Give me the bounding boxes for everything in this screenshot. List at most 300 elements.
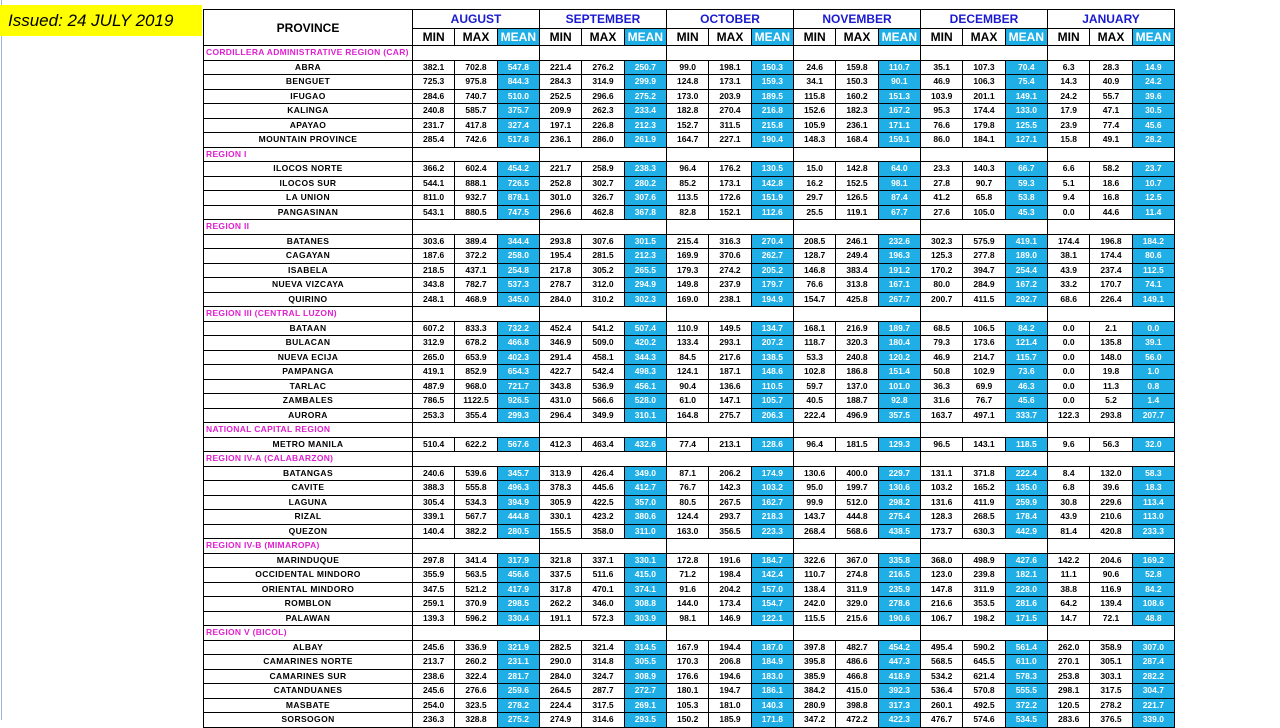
rainfall-min-cell: 155.5: [540, 524, 582, 539]
rainfall-mean-cell: 45.6: [1132, 118, 1174, 133]
rainfall-max-cell: 425.8: [836, 292, 878, 307]
rainfall-min-cell: 16.2: [794, 176, 836, 191]
rainfall-max-cell: 415.0: [836, 684, 878, 699]
rainfall-max-cell: 55.7: [1090, 89, 1132, 104]
rainfall-max-cell: 310.2: [582, 292, 624, 307]
rainfall-max-cell: 349.9: [582, 408, 624, 423]
rainfall-mean-cell: 183.0: [751, 669, 793, 684]
rainfall-mean-cell: 98.1: [878, 176, 920, 191]
rainfall-min-cell: 46.9: [921, 75, 963, 90]
rainfall-max-cell: 194.7: [709, 684, 751, 699]
rainfall-min-cell: 115.5: [794, 611, 836, 626]
province-row: [204, 408, 1175, 423]
region-header-row: [204, 626, 1175, 641]
rainfall-max-cell: 194.4: [709, 640, 751, 655]
rainfall-min-cell: 317.8: [540, 582, 582, 597]
rainfall-max-cell: 740.7: [455, 89, 497, 104]
rainfall-mean-cell: 444.8: [497, 510, 539, 525]
rainfall-max-cell: 314.8: [582, 655, 624, 670]
rainfall-max-cell: 90.6: [1090, 568, 1132, 583]
rainfall-min-cell: 337.5: [540, 568, 582, 583]
rainfall-min-cell: 366.2: [413, 162, 455, 177]
rainfall-mean-cell: 878.1: [497, 191, 539, 206]
rainfall-mean-cell: 87.4: [878, 191, 920, 206]
province-name: ABRA: [204, 60, 413, 75]
province-name: ISABELA: [204, 263, 413, 278]
rainfall-mean-cell: 357.0: [624, 495, 666, 510]
province-row: [204, 263, 1175, 278]
rainfall-max-cell: 566.6: [582, 394, 624, 409]
rainfall-mean-cell: 66.7: [1005, 162, 1047, 177]
rainfall-max-cell: 422.5: [582, 495, 624, 510]
rainfall-min-cell: 347.2: [794, 713, 836, 728]
empty-region-cell: [1048, 220, 1175, 235]
rainfall-max-cell: 237.4: [1090, 263, 1132, 278]
rainfall-max-cell: 116.9: [1090, 582, 1132, 597]
rainfall-min-cell: 150.2: [667, 713, 709, 728]
rainfall-forecast-table-container: [203, 9, 1175, 728]
rainfall-mean-cell: 275.2: [497, 713, 539, 728]
rainfall-min-cell: 222.4: [794, 408, 836, 423]
rainfall-mean-cell: 105.7: [751, 394, 793, 409]
rainfall-mean-cell: 187.0: [751, 640, 793, 655]
rainfall-max-cell: 371.8: [963, 466, 1005, 481]
rainfall-max-cell: 246.1: [836, 234, 878, 249]
rainfall-min-cell: 27.8: [921, 176, 963, 191]
rainfall-max-cell: 238.1: [709, 292, 751, 307]
rainfall-min-cell: 95.3: [921, 104, 963, 119]
rainfall-mean-cell: 169.2: [1132, 553, 1174, 568]
rainfall-max-cell: 165.2: [963, 481, 1005, 496]
province-name: PAMPANGA: [204, 365, 413, 380]
rainfall-mean-cell: 135.0: [1005, 481, 1047, 496]
rainfall-max-cell: 44.6: [1090, 205, 1132, 220]
rainfall-mean-cell: 179.7: [751, 278, 793, 293]
rainfall-min-cell: 182.8: [667, 104, 709, 119]
rainfall-min-cell: 99.0: [667, 60, 709, 75]
rainfall-min-cell: 291.4: [540, 350, 582, 365]
rainfall-max-cell: 274.8: [836, 568, 878, 583]
rainfall-mean-cell: 46.3: [1005, 379, 1047, 394]
rainfall-max-cell: 287.7: [582, 684, 624, 699]
rainfall-mean-cell: 228.0: [1005, 582, 1047, 597]
rainfall-mean-cell: 207.7: [1132, 408, 1174, 423]
rainfall-mean-cell: 48.8: [1132, 611, 1174, 626]
rainfall-mean-cell: 125.5: [1005, 118, 1047, 133]
rainfall-mean-cell: 180.4: [878, 336, 920, 351]
rainfall-max-cell: 932.7: [455, 191, 497, 206]
rainfall-min-cell: 259.1: [413, 597, 455, 612]
rainfall-mean-cell: 333.7: [1005, 408, 1047, 423]
rainfall-min-cell: 495.4: [921, 640, 963, 655]
rainfall-max-cell: 135.8: [1090, 336, 1132, 351]
rainfall-mean-cell: 189.5: [751, 89, 793, 104]
rainfall-mean-cell: 92.8: [878, 394, 920, 409]
rainfall-max-cell: 148.0: [1090, 350, 1132, 365]
rainfall-min-cell: 0.0: [1048, 205, 1090, 220]
rainfall-mean-cell: 171.1: [878, 118, 920, 133]
subheader-max-december: MAX: [963, 29, 1005, 46]
rainfall-min-cell: 154.7: [794, 292, 836, 307]
rainfall-mean-cell: 184.7: [751, 553, 793, 568]
province-row: [204, 234, 1175, 249]
rainfall-min-cell: 81.4: [1048, 524, 1090, 539]
rainfall-max-cell: 302.7: [582, 176, 624, 191]
subheader-min-november: MIN: [794, 29, 836, 46]
rainfall-max-cell: 622.2: [455, 437, 497, 452]
rainfall-min-cell: 296.6: [540, 205, 582, 220]
rainfall-max-cell: 168.4: [836, 133, 878, 148]
rainfall-max-cell: 539.6: [455, 466, 497, 481]
rainfall-mean-cell: 292.7: [1005, 292, 1047, 307]
empty-region-cell: [540, 46, 667, 61]
rainfall-max-cell: 105.0: [963, 205, 1005, 220]
province-row: [204, 321, 1175, 336]
empty-region-cell: [413, 46, 540, 61]
rainfall-min-cell: 0.0: [1048, 321, 1090, 336]
rainfall-max-cell: 358.0: [582, 524, 624, 539]
rainfall-min-cell: 187.6: [413, 249, 455, 264]
province-name: OCCIDENTAL MINDORO: [204, 568, 413, 583]
rainfall-mean-cell: 84.2: [1005, 321, 1047, 336]
rainfall-min-cell: 38.8: [1048, 582, 1090, 597]
rainfall-min-cell: 80.0: [921, 278, 963, 293]
rainfall-mean-cell: 232.6: [878, 234, 920, 249]
rainfall-mean-cell: 222.4: [1005, 466, 1047, 481]
rainfall-min-cell: 284.6: [413, 89, 455, 104]
rainfall-max-cell: 492.5: [963, 698, 1005, 713]
rainfall-max-cell: 137.0: [836, 379, 878, 394]
rainfall-mean-cell: 308.9: [624, 669, 666, 684]
rainfall-mean-cell: 721.7: [497, 379, 539, 394]
rainfall-min-cell: 103.9: [921, 89, 963, 104]
rainfall-max-cell: 173.1: [709, 176, 751, 191]
rainfall-forecast-table: [203, 9, 1175, 728]
rainfall-min-cell: 395.8: [794, 655, 836, 670]
rainfall-mean-cell: 103.2: [751, 481, 793, 496]
rainfall-max-cell: 590.2: [963, 640, 1005, 655]
rainfall-max-cell: 217.6: [709, 350, 751, 365]
rainfall-max-cell: 199.7: [836, 481, 878, 496]
rainfall-max-cell: 486.6: [836, 655, 878, 670]
rainfall-min-cell: 167.9: [667, 640, 709, 655]
rainfall-min-cell: 96.5: [921, 437, 963, 452]
province-row: [204, 582, 1175, 597]
rainfall-mean-cell: 11.4: [1132, 205, 1174, 220]
province-name: CAGAYAN: [204, 249, 413, 264]
empty-region-cell: [413, 539, 540, 554]
rainfall-min-cell: 236.1: [540, 133, 582, 148]
rainfall-max-cell: 458.1: [582, 350, 624, 365]
rainfall-max-cell: 262.3: [582, 104, 624, 119]
rainfall-mean-cell: 223.3: [751, 524, 793, 539]
rainfall-max-cell: 16.8: [1090, 191, 1132, 206]
rainfall-max-cell: 214.7: [963, 350, 1005, 365]
rainfall-min-cell: 163.0: [667, 524, 709, 539]
rainfall-mean-cell: 374.1: [624, 582, 666, 597]
rainfall-mean-cell: 90.1: [878, 75, 920, 90]
province-row: [204, 379, 1175, 394]
rainfall-mean-cell: 128.6: [751, 437, 793, 452]
rainfall-mean-cell: 302.3: [624, 292, 666, 307]
rainfall-mean-cell: 427.6: [1005, 553, 1047, 568]
rainfall-max-cell: 317.5: [582, 698, 624, 713]
rainfall-mean-cell: 438.5: [878, 524, 920, 539]
rainfall-max-cell: 40.9: [1090, 75, 1132, 90]
rainfall-min-cell: 59.7: [794, 379, 836, 394]
province-row: [204, 89, 1175, 104]
month-header-september: SEPTEMBER: [540, 10, 667, 29]
rainfall-mean-cell: 265.5: [624, 263, 666, 278]
rainfall-min-cell: 149.8: [667, 278, 709, 293]
rainfall-min-cell: 262.0: [1048, 640, 1090, 655]
rainfall-min-cell: 536.4: [921, 684, 963, 699]
rainfall-mean-cell: 307.0: [1132, 640, 1174, 655]
rainfall-max-cell: 146.9: [709, 611, 751, 626]
empty-region-cell: [667, 539, 794, 554]
empty-region-cell: [921, 626, 1048, 641]
rainfall-min-cell: 301.0: [540, 191, 582, 206]
empty-region-cell: [413, 423, 540, 438]
empty-region-cell: [413, 452, 540, 467]
rainfall-max-cell: 426.4: [582, 466, 624, 481]
empty-region-cell: [794, 220, 921, 235]
rainfall-min-cell: 252.8: [540, 176, 582, 191]
rainfall-min-cell: 144.0: [667, 597, 709, 612]
region-name: REGION IV-A (CALABARZON): [204, 452, 413, 467]
rainfall-mean-cell: 157.0: [751, 582, 793, 597]
rainfall-mean-cell: 466.8: [497, 336, 539, 351]
subheader-max-november: MAX: [836, 29, 878, 46]
subheader-max-october: MAX: [709, 29, 751, 46]
rainfall-mean-cell: 281.6: [1005, 597, 1047, 612]
empty-region-cell: [1048, 626, 1175, 641]
rainfall-mean-cell: 142.4: [751, 568, 793, 583]
empty-region-cell: [667, 220, 794, 235]
rainfall-mean-cell: 726.5: [497, 176, 539, 191]
rainfall-max-cell: 5.2: [1090, 394, 1132, 409]
rainfall-min-cell: 113.5: [667, 191, 709, 206]
subheader-min-january: MIN: [1048, 29, 1090, 46]
rainfall-min-cell: 152.7: [667, 118, 709, 133]
rainfall-min-cell: 384.2: [794, 684, 836, 699]
rainfall-min-cell: 322.6: [794, 553, 836, 568]
province-name: ILOCOS SUR: [204, 176, 413, 191]
rainfall-mean-cell: 294.9: [624, 278, 666, 293]
rainfall-max-cell: 275.7: [709, 408, 751, 423]
rainfall-min-cell: 297.8: [413, 553, 455, 568]
empty-region-cell: [540, 626, 667, 641]
rainfall-max-cell: 196.8: [1090, 234, 1132, 249]
rainfall-max-cell: 260.2: [455, 655, 497, 670]
rainfall-min-cell: 139.3: [413, 611, 455, 626]
rainfall-mean-cell: 45.3: [1005, 205, 1047, 220]
region-header-row: [204, 539, 1175, 554]
rainfall-min-cell: 9.6: [1048, 437, 1090, 452]
province-row: [204, 698, 1175, 713]
rainfall-min-cell: 123.0: [921, 568, 963, 583]
rainfall-mean-cell: 23.7: [1132, 162, 1174, 177]
rainfall-max-cell: 181.0: [709, 698, 751, 713]
rainfall-max-cell: 326.7: [582, 191, 624, 206]
empty-region-cell: [921, 147, 1048, 162]
rainfall-min-cell: 260.1: [921, 698, 963, 713]
province-name: BATAAN: [204, 321, 413, 336]
rainfall-mean-cell: 218.3: [751, 510, 793, 525]
subheader-mean-august: MEAN: [497, 29, 539, 46]
rainfall-min-cell: 85.2: [667, 176, 709, 191]
rainfall-mean-cell: 517.8: [497, 133, 539, 148]
rainfall-mean-cell: 115.7: [1005, 350, 1047, 365]
rainfall-max-cell: 567.7: [455, 510, 497, 525]
province-row: [204, 104, 1175, 119]
province-name: BENGUET: [204, 75, 413, 90]
rainfall-mean-cell: 275.4: [878, 510, 920, 525]
rainfall-max-cell: 106.5: [963, 321, 1005, 336]
rainfall-mean-cell: 1.0: [1132, 365, 1174, 380]
rainfall-min-cell: 91.6: [667, 582, 709, 597]
rainfall-mean-cell: 64.0: [878, 162, 920, 177]
rainfall-mean-cell: 394.9: [497, 495, 539, 510]
rainfall-mean-cell: 307.6: [624, 191, 666, 206]
month-header-row: [204, 10, 1175, 29]
rainfall-mean-cell: 186.1: [751, 684, 793, 699]
region-name: REGION I: [204, 147, 413, 162]
empty-region-cell: [1048, 423, 1175, 438]
month-header-december: DECEMBER: [921, 10, 1048, 29]
rainfall-mean-cell: 327.4: [497, 118, 539, 133]
province-row: [204, 684, 1175, 699]
rainfall-mean-cell: 30.5: [1132, 104, 1174, 119]
province-name: LA UNION: [204, 191, 413, 206]
rainfall-max-cell: 170.7: [1090, 278, 1132, 293]
rainfall-max-cell: 286.0: [582, 133, 624, 148]
rainfall-mean-cell: 330.4: [497, 611, 539, 626]
rainfall-max-cell: 305.2: [582, 263, 624, 278]
rainfall-mean-cell: 167.2: [1005, 278, 1047, 293]
rainfall-min-cell: 33.2: [1048, 278, 1090, 293]
rainfall-min-cell: 382.1: [413, 60, 455, 75]
rainfall-mean-cell: 229.7: [878, 466, 920, 481]
rainfall-min-cell: 412.3: [540, 437, 582, 452]
province-name: BULACAN: [204, 336, 413, 351]
rainfall-max-cell: 77.4: [1090, 118, 1132, 133]
rainfall-mean-cell: 380.6: [624, 510, 666, 525]
rainfall-min-cell: 5.1: [1048, 176, 1090, 191]
rainfall-mean-cell: 278.2: [497, 698, 539, 713]
rainfall-max-cell: 621.4: [963, 669, 1005, 684]
rainfall-max-cell: 320.3: [836, 336, 878, 351]
subheader-min-august: MIN: [413, 29, 455, 46]
province-name: AURORA: [204, 408, 413, 423]
region-name: REGION II: [204, 220, 413, 235]
province-name: LAGUNA: [204, 495, 413, 510]
rainfall-max-cell: 482.7: [836, 640, 878, 655]
rainfall-min-cell: 124.1: [667, 365, 709, 380]
region-header-row: [204, 220, 1175, 235]
province-name: PALAWAN: [204, 611, 413, 626]
rainfall-mean-cell: 127.1: [1005, 133, 1047, 148]
rainfall-max-cell: 226.4: [1090, 292, 1132, 307]
month-header-november: NOVEMBER: [794, 10, 921, 29]
rainfall-min-cell: 147.8: [921, 582, 963, 597]
province-row: [204, 278, 1175, 293]
rainfall-max-cell: 322.4: [455, 669, 497, 684]
rainfall-min-cell: 248.1: [413, 292, 455, 307]
rainfall-max-cell: 353.5: [963, 597, 1005, 612]
province-name: QUEZON: [204, 524, 413, 539]
rainfall-mean-cell: 578.3: [1005, 669, 1047, 684]
rainfall-mean-cell: 191.2: [878, 263, 920, 278]
rainfall-mean-cell: 189.0: [1005, 249, 1047, 264]
rainfall-mean-cell: 122.1: [751, 611, 793, 626]
rainfall-min-cell: 82.8: [667, 205, 709, 220]
rainfall-min-cell: 419.1: [413, 365, 455, 380]
rainfall-mean-cell: 190.6: [878, 611, 920, 626]
subheader-min-september: MIN: [540, 29, 582, 46]
rainfall-max-cell: 542.4: [582, 365, 624, 380]
province-row: [204, 553, 1175, 568]
rainfall-min-cell: 173.7: [921, 524, 963, 539]
empty-region-cell: [921, 46, 1048, 61]
rainfall-max-cell: 355.4: [455, 408, 497, 423]
rainfall-mean-cell: 298.5: [497, 597, 539, 612]
empty-region-cell: [667, 46, 794, 61]
rainfall-min-cell: 34.1: [794, 75, 836, 90]
rainfall-max-cell: 188.7: [836, 394, 878, 409]
rainfall-mean-cell: 216.5: [878, 568, 920, 583]
rainfall-max-cell: 65.8: [963, 191, 1005, 206]
rainfall-max-cell: 509.0: [582, 336, 624, 351]
rainfall-mean-cell: 344.4: [497, 234, 539, 249]
region-header-row: [204, 452, 1175, 467]
rainfall-mean-cell: 167.1: [878, 278, 920, 293]
rainfall-min-cell: 25.5: [794, 205, 836, 220]
rainfall-max-cell: 463.4: [582, 437, 624, 452]
rainfall-max-cell: 237.9: [709, 278, 751, 293]
rainfall-min-cell: 221.4: [540, 60, 582, 75]
rainfall-mean-cell: 345.0: [497, 292, 539, 307]
rainfall-min-cell: 15.0: [794, 162, 836, 177]
month-header-august: AUGUST: [413, 10, 540, 29]
rainfall-min-cell: 61.0: [667, 394, 709, 409]
rainfall-max-cell: 11.3: [1090, 379, 1132, 394]
rainfall-mean-cell: 298.2: [878, 495, 920, 510]
rainfall-min-cell: 431.0: [540, 394, 582, 409]
rainfall-mean-cell: 184.2: [1132, 234, 1174, 249]
rainfall-mean-cell: 150.3: [751, 60, 793, 75]
rainfall-mean-cell: 262.7: [751, 249, 793, 264]
rainfall-min-cell: 242.0: [794, 597, 836, 612]
rainfall-max-cell: 28.3: [1090, 60, 1132, 75]
rainfall-min-cell: 142.2: [1048, 553, 1090, 568]
rainfall-mean-cell: 12.5: [1132, 191, 1174, 206]
rainfall-min-cell: 35.1: [921, 60, 963, 75]
rainfall-max-cell: 204.2: [709, 582, 751, 597]
rainfall-min-cell: 397.8: [794, 640, 836, 655]
rainfall-mean-cell: 130.5: [751, 162, 793, 177]
rainfall-max-cell: 356.5: [709, 524, 751, 539]
rainfall-max-cell: 56.3: [1090, 437, 1132, 452]
rainfall-max-cell: 411.9: [963, 495, 1005, 510]
rainfall-min-cell: 296.4: [540, 408, 582, 423]
rainfall-mean-cell: 555.5: [1005, 684, 1047, 699]
rainfall-mean-cell: 10.7: [1132, 176, 1174, 191]
rainfall-mean-cell: 129.3: [878, 437, 920, 452]
rainfall-min-cell: 130.6: [794, 466, 836, 481]
rainfall-mean-cell: 926.5: [497, 394, 539, 409]
rainfall-mean-cell: 194.9: [751, 292, 793, 307]
